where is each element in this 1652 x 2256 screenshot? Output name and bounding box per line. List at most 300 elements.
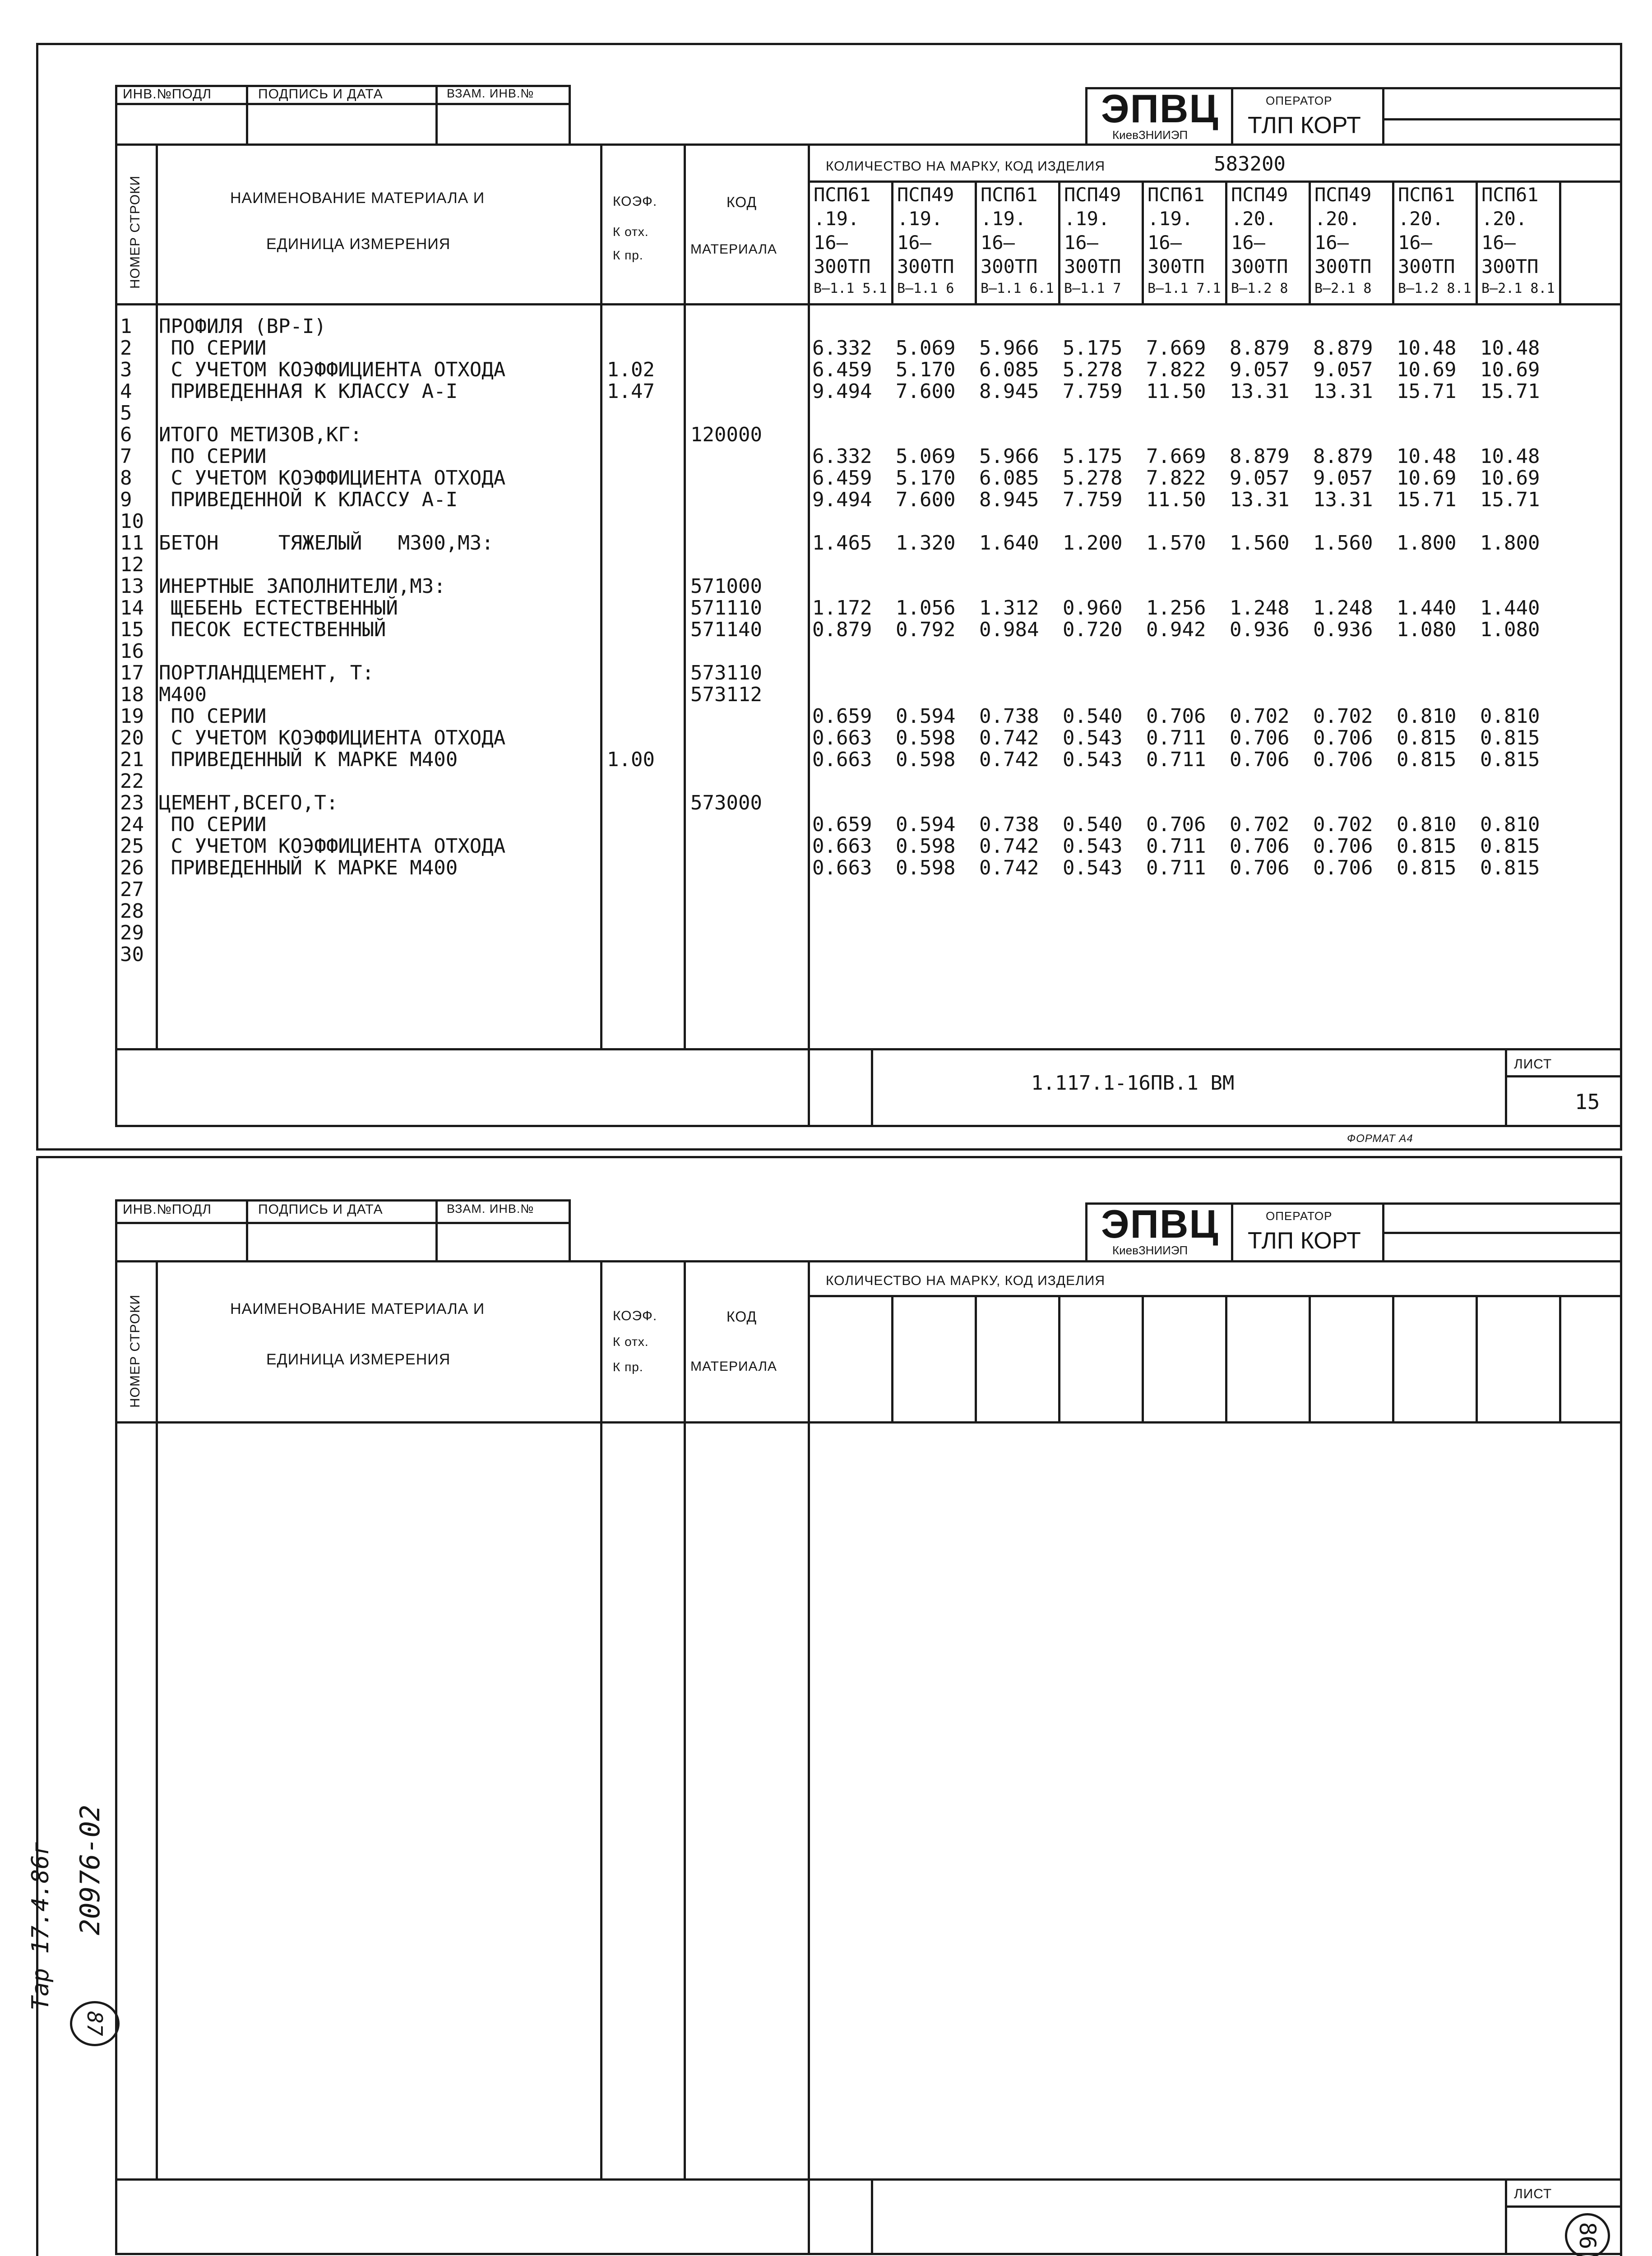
coefficient — [607, 792, 655, 814]
logo-institute-2: КиевЗНИИЭП — [1112, 1244, 1188, 1257]
quantity-value: 0.540 — [1063, 705, 1123, 728]
column-header-line: 16– — [1314, 231, 1349, 254]
circled-number-stamp — [70, 2001, 120, 2046]
column-header-line: 300ТП — [981, 255, 1038, 277]
quantity-value: 0.706 — [1146, 813, 1206, 836]
quantity-value: 15.71 — [1480, 380, 1540, 403]
material-code — [690, 901, 762, 922]
quantity-value: 0.706 — [1230, 748, 1290, 771]
quantity-value: 0.792 — [896, 618, 956, 641]
operator-value-2: ТЛП КОРТ — [1248, 1228, 1361, 1254]
quantity-value: 8.879 — [1313, 445, 1373, 468]
coefficient — [607, 619, 655, 641]
quantity-value: 0.594 — [896, 705, 956, 728]
quantity-value: 1.312 — [979, 596, 1039, 619]
quantity-value: 5.170 — [896, 467, 956, 490]
column-header-line: 16– — [897, 231, 931, 254]
material-name: С УЧЕТОМ КОЭФФИЦИЕНТА ОТХОДА — [159, 467, 506, 490]
quantity-value: 9.494 — [812, 488, 872, 511]
coefficient — [607, 489, 655, 511]
column-header-line: В–1.1 7.1 — [1148, 281, 1221, 296]
material-code: 573110 — [690, 661, 762, 684]
column-header-line: 16– — [1231, 231, 1265, 254]
quantity-value: 0.543 — [1063, 835, 1123, 858]
quantity-value: 0.543 — [1063, 748, 1123, 771]
inv-podl-label-2: ИНВ.№ПОДЛ — [123, 1202, 212, 1217]
coefficient — [607, 922, 655, 944]
quantity-value: 10.69 — [1397, 358, 1457, 381]
coefficient — [607, 879, 655, 901]
quantity-value: 13.31 — [1230, 488, 1290, 511]
quantity-value: 0.663 — [812, 835, 872, 858]
quantity-value: 0.815 — [1397, 726, 1457, 749]
code-header-1-2: КОД — [727, 1308, 757, 1325]
quantity-value: 1.465 — [812, 532, 872, 555]
quantity-value: 8.945 — [979, 380, 1039, 403]
material-code: 573112 — [690, 683, 762, 706]
column-header-line: .19. — [814, 208, 860, 230]
logo-mark-2: ЭПВЦ — [1101, 1202, 1219, 1246]
quantity-value: 7.600 — [896, 380, 956, 403]
column-header-line: 300ТП — [897, 255, 954, 277]
column-header-line: 300ТП — [1314, 255, 1372, 277]
quantity-value: 7.759 — [1063, 380, 1123, 403]
row-number: 26 — [120, 856, 144, 879]
operator-value: ТЛП КОРТ — [1248, 112, 1361, 139]
coefficient: 1.47 — [607, 380, 655, 403]
quantity-value: 0.543 — [1063, 856, 1123, 879]
material-codes — [690, 316, 762, 966]
quantity-value: 0.960 — [1063, 596, 1123, 619]
quantity-value: 0.598 — [896, 748, 956, 771]
material-name: ИНЕРТНЫЕ ЗАПОЛНИТЕЛИ,М3: — [159, 575, 446, 598]
row-number: 7 — [120, 445, 132, 468]
row-number: 16 — [120, 640, 144, 663]
quantity-value: 0.810 — [1397, 705, 1457, 728]
quantity-value: 13.31 — [1313, 380, 1373, 403]
product-column-header — [981, 183, 1054, 299]
column-header-line: 16– — [814, 231, 848, 254]
quantity-value: 0.706 — [1230, 835, 1290, 858]
quantity-value: 0.702 — [1313, 813, 1373, 836]
column-header-line: 300ТП — [1398, 255, 1455, 277]
row-number: 4 — [120, 380, 132, 403]
column-header-line: 16– — [1481, 231, 1516, 254]
quantity-value: 10.69 — [1480, 467, 1540, 490]
quantity-value: 0.663 — [812, 748, 872, 771]
material-name: С УЧЕТОМ КОЭФФИЦИЕНТА ОТХОДА — [159, 726, 506, 749]
quantity-value: 0.659 — [812, 813, 872, 836]
code-header-2-2: МАТЕРИАЛА — [690, 1359, 777, 1374]
row-numbers — [120, 316, 144, 966]
column-header-line: .20. — [1398, 208, 1444, 230]
quantity-value: 15.71 — [1397, 488, 1457, 511]
quantity-value: 10.48 — [1397, 337, 1457, 360]
product-column-header — [1398, 183, 1472, 299]
quantity-value: 5.069 — [896, 337, 956, 360]
coefficient — [607, 836, 655, 857]
material-name — [159, 901, 505, 922]
product-code: 583200 — [1214, 153, 1286, 176]
material-code — [690, 359, 762, 381]
row-number: 5 — [120, 402, 132, 425]
quantity-value: 0.598 — [896, 726, 956, 749]
column-header-line: 300ТП — [814, 255, 871, 277]
material-name: ИТОГО МЕТИЗОВ,КГ: — [159, 423, 362, 446]
column-header-line: .19. — [981, 208, 1027, 230]
material-code: 573000 — [690, 791, 762, 814]
row-number: 2 — [120, 337, 132, 360]
row-number: 10 — [120, 510, 144, 533]
quantity-value: 5.966 — [979, 337, 1039, 360]
format-label: ФОРМАТ А4 — [1347, 1133, 1413, 1145]
quantity-value: 7.669 — [1146, 445, 1206, 468]
coefficient — [607, 597, 655, 619]
column-header-line: 300ТП — [1481, 255, 1539, 277]
material-name: ПО СЕРИИ — [159, 705, 267, 728]
coefficient: 1.02 — [607, 358, 655, 381]
material-name — [159, 402, 505, 424]
operator-label-2: ОПЕРАТОР — [1266, 1209, 1333, 1223]
coefficient — [607, 554, 655, 576]
quantity-value: 1.256 — [1146, 596, 1206, 619]
column-header-line: .20. — [1314, 208, 1360, 230]
quantity-value: 1.172 — [812, 596, 872, 619]
coefficient — [607, 467, 655, 489]
coefficient — [607, 641, 655, 662]
document-code: 1.117.1-16ПВ.1 ВМ — [1031, 1072, 1235, 1095]
row-number: 20 — [120, 726, 144, 749]
row-number: 15 — [120, 618, 144, 641]
material-code — [690, 532, 762, 554]
row-number: 22 — [120, 770, 144, 793]
quantity-value: 5.175 — [1063, 445, 1123, 468]
podpis-data-label: ПОДПИСЬ И ДАТА — [258, 87, 383, 102]
quantity-value: 1.640 — [979, 532, 1039, 555]
coefficient — [607, 727, 655, 749]
quantity-value: 9.057 — [1313, 467, 1373, 490]
column-header-line: 300ТП — [1231, 255, 1288, 277]
material-name: С УЧЕТОМ КОЭФФИЦИЕНТА ОТХОДА — [159, 835, 506, 858]
column-header-line: ПСП49 — [1314, 184, 1372, 206]
quantity-value: 5.278 — [1063, 467, 1123, 490]
coefficient — [607, 901, 655, 922]
coefficients — [607, 316, 655, 966]
material-name: ПРИВЕДЕННЫЙ К МАРКЕ М400 — [159, 748, 458, 771]
quantity-value: 0.663 — [812, 856, 872, 879]
material-name: С УЧЕТОМ КОЭФФИЦИЕНТА ОТХОДА — [159, 358, 506, 381]
material-name: ПО СЕРИИ — [159, 337, 267, 360]
row-number: 25 — [120, 835, 144, 858]
coef-header-2-2: К отх. — [613, 1335, 649, 1349]
material-code — [690, 402, 762, 424]
podpis-data-label-2: ПОДПИСЬ И ДАТА — [258, 1202, 383, 1217]
quantity-value: 8.879 — [1313, 337, 1373, 360]
material-name: ПО СЕРИИ — [159, 445, 267, 468]
material-name — [159, 944, 505, 966]
quantity-value: 6.332 — [812, 337, 872, 360]
column-header-line: 16– — [1148, 231, 1182, 254]
row-number: 17 — [120, 661, 144, 684]
quantity-value: 13.31 — [1313, 488, 1373, 511]
column-header-line: В–1.1 5.1 — [814, 281, 887, 296]
quantity-value: 0.742 — [979, 748, 1039, 771]
quantity-value: 0.738 — [979, 705, 1039, 728]
material-name: ПРИВЕДЕННАЯ К КЛАССУ А-I — [159, 380, 458, 403]
quantity-value: 10.48 — [1480, 337, 1540, 360]
row-number: 1 — [120, 315, 132, 338]
coefficient — [607, 424, 655, 446]
coefficient — [607, 316, 655, 337]
material-code: 120000 — [690, 423, 762, 446]
column-header-line: В–1.1 6.1 — [981, 281, 1054, 296]
material-name: БЕТОН ТЯЖЕЛЫЙ М300,М3: — [159, 532, 494, 555]
quantity-value: 0.711 — [1146, 835, 1206, 858]
row-number: 28 — [120, 900, 144, 923]
quantity-value: 0.706 — [1230, 856, 1290, 879]
quantity-value: 6.085 — [979, 358, 1039, 381]
quantity-value: 0.659 — [812, 705, 872, 728]
page-number: 86 — [1574, 2222, 1601, 2250]
column-header-line: ПСП61 — [981, 184, 1038, 206]
quantity-value: 1.080 — [1397, 618, 1457, 641]
quantity-value: 5.175 — [1063, 337, 1123, 360]
code-header-2: МАТЕРИАЛА — [690, 242, 777, 257]
quantity-value: 0.815 — [1397, 748, 1457, 771]
row-number: 11 — [120, 532, 144, 555]
row-number: 30 — [120, 943, 144, 966]
quantity-value: 0.742 — [979, 835, 1039, 858]
quantity-value: 11.50 — [1146, 488, 1206, 511]
coefficient — [607, 771, 655, 792]
quantity-value: 0.810 — [1480, 705, 1540, 728]
quantity-value: 0.702 — [1313, 705, 1373, 728]
coef-header-1-2: КОЭФ. — [613, 1308, 657, 1323]
column-header-line: ПСП49 — [1231, 184, 1288, 206]
quantity-value: 0.594 — [896, 813, 956, 836]
quantity-value: 10.48 — [1397, 445, 1457, 468]
product-column-header — [814, 183, 887, 299]
column-header-line: В–2.1 8 — [1314, 281, 1372, 296]
material-code — [690, 857, 762, 879]
row-number-header: НОМЕР СТРОКИ — [128, 175, 143, 289]
quantity-value: 1.080 — [1480, 618, 1540, 641]
logo-mark: ЭПВЦ — [1101, 86, 1219, 131]
material-code — [690, 641, 762, 662]
material-name — [159, 771, 505, 792]
quantity-value: 13.31 — [1230, 380, 1290, 403]
quantity-value: 0.815 — [1480, 748, 1540, 771]
column-header-line: В–1.2 8 — [1231, 281, 1288, 296]
coef-header-3: К пр. — [613, 248, 643, 262]
column-header-line: 300ТП — [1064, 255, 1121, 277]
material-name — [159, 554, 505, 576]
quantity-header-2: КОЛИЧЕСТВО НА МАРКУ, КОД ИЗДЕЛИЯ — [826, 1273, 1106, 1288]
row-number: 29 — [120, 921, 144, 944]
sheet-label: ЛИСТ — [1514, 1057, 1552, 1072]
material-code — [690, 489, 762, 511]
quantity-value: 7.822 — [1146, 467, 1206, 490]
quantity-value: 1.800 — [1397, 532, 1457, 555]
coefficient — [607, 684, 655, 706]
quantity-value: 0.942 — [1146, 618, 1206, 641]
material-code — [690, 879, 762, 901]
quantity-value: 0.702 — [1230, 705, 1290, 728]
material-code — [690, 814, 762, 836]
material-name: ЦЕМЕНТ,ВСЕГО,Т: — [159, 791, 338, 814]
column-header-line: ПСП61 — [1398, 184, 1455, 206]
quantity-value: 15.71 — [1480, 488, 1540, 511]
quantity-value: 6.459 — [812, 358, 872, 381]
material-code — [690, 446, 762, 467]
column-header-line: В–2.1 8.1 — [1481, 281, 1555, 296]
quantity-value: 5.170 — [896, 358, 956, 381]
quantity-value: 1.560 — [1230, 532, 1290, 555]
coef-header-1: КОЭФ. — [613, 194, 657, 209]
quantity-value: 0.984 — [979, 618, 1039, 641]
vzam-inv-label-2: ВЗАМ. ИНВ.№ — [447, 1202, 534, 1216]
quantity-value: 0.810 — [1480, 813, 1540, 836]
quantity-value: 0.706 — [1230, 726, 1290, 749]
quantity-value: 0.540 — [1063, 813, 1123, 836]
quantity-value: 0.742 — [979, 726, 1039, 749]
name-header-1-2: НАИМЕНОВАНИЕ МАТЕРИАЛА И — [230, 1300, 485, 1318]
coef-header-3-2: К пр. — [613, 1360, 643, 1374]
quantity-value: 1.560 — [1313, 532, 1373, 555]
quantity-value: 7.669 — [1146, 337, 1206, 360]
sheet-number: 15 — [1575, 1090, 1600, 1114]
quantity-value: 9.057 — [1313, 358, 1373, 381]
column-header-line: В–1.1 6 — [897, 281, 954, 296]
material-code: 571000 — [690, 575, 762, 598]
product-column-header — [1481, 183, 1555, 299]
column-header-line: ПСП49 — [1064, 184, 1121, 206]
quantity-value: 1.320 — [896, 532, 956, 555]
row-number: 9 — [120, 488, 132, 511]
quantity-value: 0.815 — [1480, 726, 1540, 749]
material-name: ПОРТЛАНДЦЕМЕНТ, Т: — [159, 661, 374, 684]
column-header-line: .20. — [1231, 208, 1277, 230]
quantity-value: 0.711 — [1146, 726, 1206, 749]
quantity-value: 1.200 — [1063, 532, 1123, 555]
material-code — [690, 554, 762, 576]
inv-podl-label: ИНВ.№ПОДЛ — [123, 87, 212, 102]
material-name — [159, 922, 505, 944]
material-names — [159, 316, 505, 966]
quantity-value: 8.879 — [1230, 445, 1290, 468]
quantity-value: 0.711 — [1146, 748, 1206, 771]
material-code: 571140 — [690, 618, 762, 641]
quantity-value: 8.879 — [1230, 337, 1290, 360]
material-code — [690, 922, 762, 944]
material-code — [690, 836, 762, 857]
signature-date: Тар 17.4.86г — [27, 1841, 54, 2011]
archive-number: 20976-02 — [74, 1805, 106, 1935]
material-code — [690, 727, 762, 749]
column-header-line: ПСП49 — [897, 184, 954, 206]
sheet-label-2: ЛИСТ — [1514, 2187, 1552, 2201]
material-code — [690, 316, 762, 337]
column-header-line: 16– — [1398, 231, 1432, 254]
row-number: 13 — [120, 575, 144, 598]
column-header-line: ПСП61 — [814, 184, 871, 206]
quantity-value: 0.815 — [1397, 835, 1457, 858]
row-number-header-2: НОМЕР СТРОКИ — [128, 1294, 143, 1408]
row-number: 12 — [120, 553, 144, 576]
quantity-value: 0.711 — [1146, 856, 1206, 879]
column-header-line: ПСП61 — [1481, 184, 1539, 206]
quantity-value: 9.494 — [812, 380, 872, 403]
column-header-line: .19. — [1148, 208, 1194, 230]
coefficient: 1.00 — [607, 748, 655, 771]
vzam-inv-label: ВЗАМ. ИНВ.№ — [447, 87, 534, 100]
quantity-value: 1.248 — [1313, 596, 1373, 619]
quantity-value: 9.057 — [1230, 467, 1290, 490]
row-number: 27 — [120, 878, 144, 901]
quantity-value: 0.879 — [812, 618, 872, 641]
quantity-value: 0.598 — [896, 856, 956, 879]
material-name: ПРИВЕДЕННЫЙ К МАРКЕ М400 — [159, 856, 458, 879]
quantity-value: 7.822 — [1146, 358, 1206, 381]
quantity-value: 1.570 — [1146, 532, 1206, 555]
quantity-value: 0.706 — [1313, 856, 1373, 879]
material-name — [159, 511, 505, 532]
product-column-header — [897, 183, 954, 299]
quantity-value: 6.332 — [812, 445, 872, 468]
row-number: 24 — [120, 813, 144, 836]
column-header-line: В–1.1 7 — [1064, 281, 1121, 296]
material-name — [159, 641, 505, 662]
name-header-2-2: ЕДИНИЦА ИЗМЕРЕНИЯ — [266, 1351, 451, 1368]
quantity-value: 15.71 — [1397, 380, 1457, 403]
quantity-value: 0.702 — [1230, 813, 1290, 836]
row-number: 6 — [120, 423, 132, 446]
product-column-header — [1314, 183, 1371, 299]
quantity-header: КОЛИЧЕСТВО НА МАРКУ, КОД ИЗДЕЛИЯ — [826, 159, 1106, 174]
material-code — [690, 706, 762, 727]
row-number: 14 — [120, 596, 144, 619]
material-code — [690, 511, 762, 532]
quantity-value: 0.706 — [1146, 705, 1206, 728]
quantity-value: 1.056 — [896, 596, 956, 619]
row-number: 3 — [120, 358, 132, 381]
column-header-line: .19. — [897, 208, 943, 230]
quantity-value: 5.966 — [979, 445, 1039, 468]
quantity-value: 0.810 — [1397, 813, 1457, 836]
quantity-value: 10.69 — [1480, 358, 1540, 381]
material-name: ПЕСОК ЕСТЕСТВЕННЫЙ — [159, 618, 386, 641]
quantity-value: 0.598 — [896, 835, 956, 858]
coefficient — [607, 814, 655, 836]
quantity-value: 0.706 — [1313, 726, 1373, 749]
quantity-value: 0.663 — [812, 726, 872, 749]
quantity-value: 9.057 — [1230, 358, 1290, 381]
quantity-value: 6.085 — [979, 467, 1039, 490]
quantity-value: 1.800 — [1480, 532, 1540, 555]
quantity-value: 10.48 — [1480, 445, 1540, 468]
column-header-line: .20. — [1481, 208, 1527, 230]
name-header-1: НАИМЕНОВАНИЕ МАТЕРИАЛА И — [230, 190, 485, 207]
material-code — [690, 381, 762, 402]
coefficient — [607, 576, 655, 597]
material-code — [690, 467, 762, 489]
row-number: 18 — [120, 683, 144, 706]
material-name: М400 — [159, 683, 207, 706]
coefficient — [607, 402, 655, 424]
quantity-value: 0.543 — [1063, 726, 1123, 749]
coefficient — [607, 446, 655, 467]
quantity-value: 6.459 — [812, 467, 872, 490]
